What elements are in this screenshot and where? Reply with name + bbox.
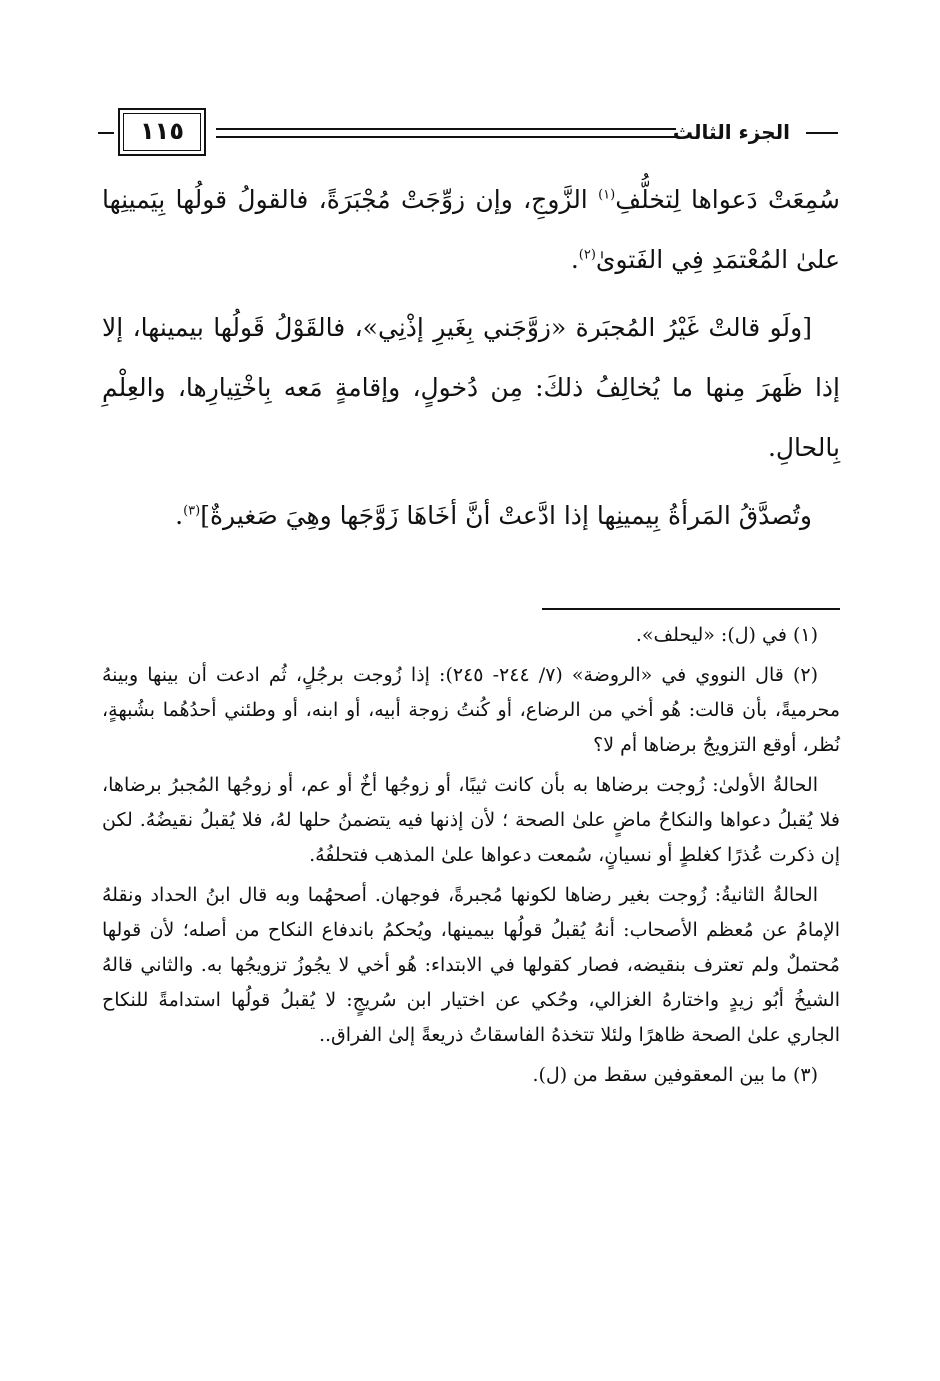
footnote-2-case-1: الحالةُ الأولىٰ: زُوجت برضاها به بأن كانت ثيبًا، أو زوجُها أخٌ أو عم، أو زوجُها المُجبرُ برضاها، فلا يُقبلُ دعواها والنكاحُ ماضٍ علىٰ الصحة ؛ لأن إذنها فيه يتضمنُ حلها لهُ، فلا يُقبلُ نقيضُهُ. لكن إن ذكرت عُذرًا كغلطٍ أو نسيانٍ، سُمعت دعواها علىٰ المذهب فتحلفُهُ. <box>102 774 840 866</box>
header-double-rule <box>216 128 676 138</box>
main-paragraph-2: [ولَو قالتْ غَيْرُ المُجبَرة «زوَّجَني بِغَيرِ إذْنِي»، فالقَوْلُ قَولُها بيمينها، إلا إذا ظَهرَ مِنها ما يُخالِفُ ذلكَ: مِن دُخولٍ، وإقامةٍ مَعه بِاخْتِيارِها، والعِلْمِ بِالحالِ. <box>102 313 840 462</box>
footnote-2: (٢) قال النووي في «الروضة» (٧/ ٢٤٤- ٢٤٥): إذا زُوجت برجُلٍ، ثُم ادعت أن بينها وبينهُ محرميةً، بأن قالت: هُو أخي من الرضاع، أو كُنتُ زوجة أبيه، أو ابنه، أو وطئني أحدُهُما بشُبهةٍ، نُظر، أوقع التزويجُ برضاها أم لا؟ <box>102 664 840 756</box>
page-header <box>98 108 838 160</box>
para1-part-a: سُمِعَتْ دَعواها لِتخلُّفِ <box>615 185 840 214</box>
footnote-ref-2: (٢) <box>578 247 596 263</box>
running-title: الجزء الثالث <box>672 120 790 144</box>
footnotes <box>102 618 840 1093</box>
footnote-ref-1: (١) <box>598 187 616 203</box>
para1-part-c: . <box>570 245 579 274</box>
para3-part-b: . <box>175 501 184 530</box>
footnote-2-case-2: الحالةُ الثانيةُ: زُوجت بغير رضاها لكونها مُجبرةً، فوجهان. أصحهُما وبه قال ابنُ الحداد ونقلهُ الإمامُ عن مُعظم الأصحاب: أنهُ يُقبلُ قولُها بيمينها، ويُحكمُ باندفاع النكاح من أصله؛ لأن قولها مُحتملٌ ولم تعترف بنقيضه، فصار كقولها في الابتداء: هُو أخي لا يجُوزُ تزويجُها به. والثاني قالهُ الشيخُ أبُو زيدٍ واختارهُ الغزالي، وحُكي عن اختيار ابن سُريجٍ: لا يُقبلُ قولُها استدامةً للنكاح الجاري علىٰ الصحة ظاهرًا ولئلا تتخذهُ الفاسقاتُ ذريعةً إلىٰ الفراق.. <box>102 884 840 1046</box>
footnote-separator <box>542 608 840 610</box>
para1-part-b: الزَّوجِ، وإن زوِّجَتْ مُجْبَرَةً، فالقولُ قولُها بِيَمينِها علىٰ المُعْتمَدِ فِي الفَتوىٰ <box>102 185 840 274</box>
footnote-1: (١) في (ل): «ليحلف». <box>635 624 818 646</box>
page-number-frame <box>118 108 206 156</box>
main-text <box>102 170 840 546</box>
footnote-ref-3: (٣) <box>183 503 201 519</box>
header-dash-left <box>98 132 114 134</box>
footnote-3: (٣) ما بين المعقوفين سقط من (ل). <box>532 1064 818 1086</box>
para3-part-a: وتُصدَّقُ المَرأةُ بِيمينِها إذا ادَّعتْ أنَّ أخَاهَا زَوَّجَها وهِيَ صَغيرةٌ] <box>200 501 812 530</box>
main-paragraph-1 <box>102 170 840 290</box>
header-dash-right <box>806 132 838 134</box>
page-number: ١١٥ <box>140 117 184 145</box>
main-paragraph-3 <box>102 486 840 546</box>
